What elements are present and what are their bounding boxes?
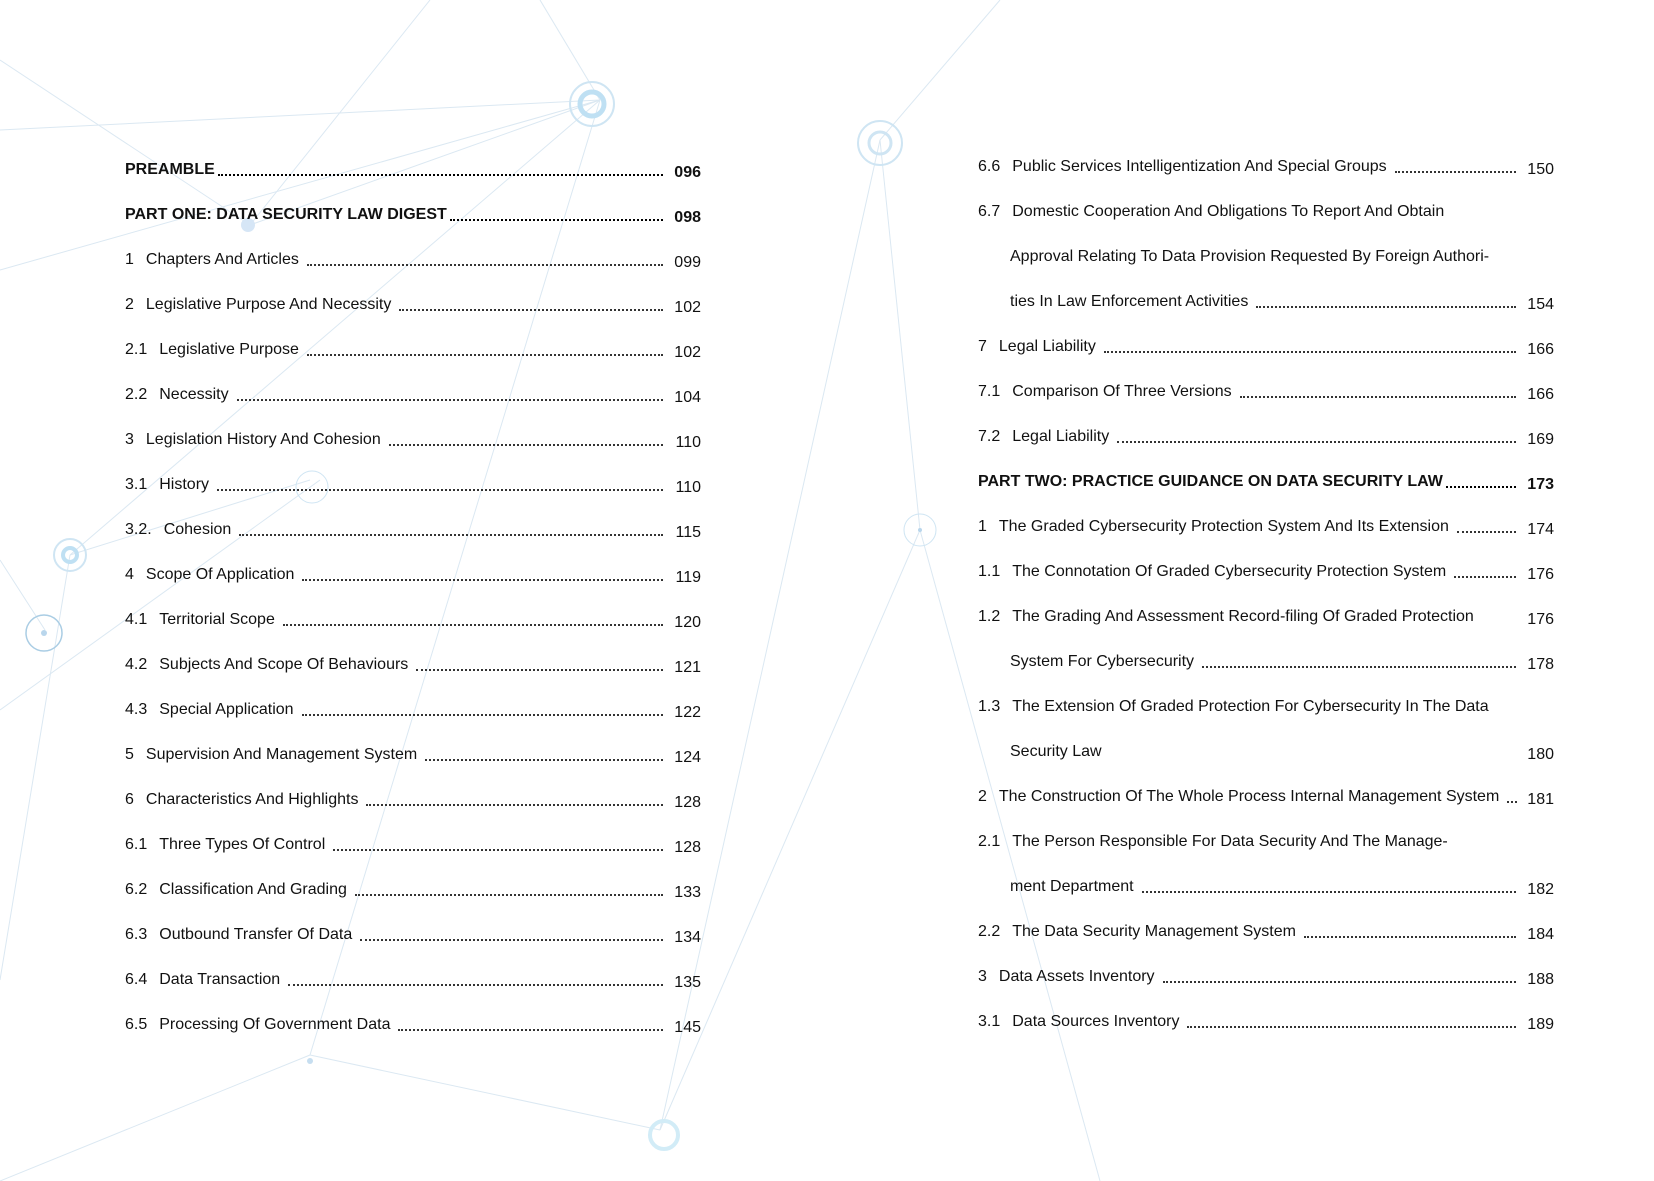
toc-entry-number: 6.2 <box>125 881 148 898</box>
toc-entry-title: The Data Security Management System <box>1012 923 1296 940</box>
toc-entry-number: 2.1 <box>978 833 1001 850</box>
dot-leader <box>283 624 663 626</box>
toc-entry-title: System For Cybersecurity <box>1010 653 1195 670</box>
toc-entry-title: The Graded Cybersecurity Protection System And Its Extension <box>998 518 1449 535</box>
toc-page-number: 104 <box>674 389 701 406</box>
toc-entry-title: ties In Law Enforcement Activities <box>1010 293 1249 310</box>
toc-entry <box>125 555 701 585</box>
toc-entry-number: 7.1 <box>978 383 1001 400</box>
toc-page-number: 134 <box>674 929 701 946</box>
toc-entry <box>978 957 1554 987</box>
toc-entry <box>125 690 701 720</box>
toc-entry <box>125 780 701 810</box>
toc-entry-number: 3.1 <box>978 1013 1001 1030</box>
toc-entry-number: 4.3 <box>125 701 148 718</box>
dot-leader <box>237 399 663 401</box>
toc-page-number: 102 <box>674 344 701 361</box>
toc-entry-title: History <box>159 476 210 493</box>
dot-leader <box>416 669 663 671</box>
toc-page-number: 188 <box>1527 971 1554 988</box>
dot-leader <box>288 984 663 986</box>
toc-entry-title: The Extension Of Graded Protection For Cybersecurity In The Data <box>1012 698 1489 715</box>
toc-entry <box>978 192 1554 222</box>
toc-page-number: 178 <box>1527 656 1554 673</box>
dot-leader <box>360 939 663 941</box>
toc-entry-title: Approval Relating To Data Provision Requested By Foreign Authori- <box>1010 248 1490 265</box>
toc-entry-number: 6.5 <box>125 1016 148 1033</box>
toc-entry-title: Scope Of Application <box>145 566 295 583</box>
toc-entry-title: Chapters And Articles <box>145 251 299 268</box>
toc-entry-number: 6.3 <box>125 926 148 943</box>
toc-entry-title: Characteristics And Highlights <box>145 791 359 808</box>
dot-leader <box>425 759 663 761</box>
toc-entry-number: 7.2 <box>978 428 1001 445</box>
toc-entry-title: Security Law <box>1010 743 1102 760</box>
toc-page-number: 174 <box>1527 521 1554 538</box>
dot-leader <box>1240 396 1516 398</box>
toc-entry <box>978 687 1554 717</box>
toc-entry-title: Legislative Purpose <box>159 341 299 358</box>
toc-entry <box>125 150 701 180</box>
toc-entry-title: Comparison Of Three Versions <box>1012 383 1232 400</box>
dot-leader <box>399 309 663 311</box>
toc-entry-number: 6.4 <box>125 971 148 988</box>
toc-page-number: 133 <box>674 884 701 901</box>
toc-entry-number: 3 <box>978 968 987 985</box>
toc-entry-number: 2.2 <box>125 386 148 403</box>
toc-entry-title: Territorial Scope <box>159 611 275 628</box>
toc-page-number: 120 <box>674 614 701 631</box>
toc-entry-number: 3.2. <box>125 521 152 538</box>
toc-entry-title: The Grading And Assessment Record-filing Of Graded Protection <box>1012 608 1474 625</box>
dot-leader <box>307 264 663 266</box>
toc-entry-title: Classification And Grading <box>159 881 347 898</box>
toc-page-number: 176 <box>1527 611 1554 628</box>
toc-entry-title: The Connotation Of Graded Cybersecurity Protection System <box>1012 563 1447 580</box>
toc-entry <box>978 237 1554 267</box>
toc-page-number: 122 <box>674 704 701 721</box>
toc-page-number: 128 <box>674 794 701 811</box>
dot-leader <box>1457 531 1516 533</box>
toc-entry <box>978 1002 1554 1032</box>
toc-page-number: 135 <box>674 974 701 991</box>
toc-entry-title: PREAMBLE <box>125 161 215 178</box>
toc-entry <box>978 507 1554 537</box>
toc-entry-title: Outbound Transfer Of Data <box>159 926 353 943</box>
toc-entry <box>978 147 1554 177</box>
toc-page-number: 154 <box>1527 296 1554 313</box>
toc-entry-title: ment Department <box>1010 878 1134 895</box>
toc-entry-number: 1 <box>978 518 987 535</box>
toc-entry <box>978 597 1554 627</box>
toc-entry-number: 2 <box>125 296 134 313</box>
toc-entry-title: Domestic Cooperation And Obligations To Report And Obtain <box>1012 203 1445 220</box>
toc-entry-title: Public Services Intelligentization And Special Groups <box>1012 158 1387 175</box>
toc-entry <box>125 375 701 405</box>
dot-leader <box>1163 981 1516 983</box>
toc-entry-title: Legal Liability <box>1012 428 1110 445</box>
dot-leader <box>1446 486 1516 488</box>
dot-leader <box>1304 936 1516 938</box>
dot-leader <box>217 489 663 491</box>
dot-leader <box>1395 171 1516 173</box>
toc-page-number: 181 <box>1527 791 1554 808</box>
dot-leader <box>366 804 663 806</box>
toc-page-number: 182 <box>1527 881 1554 898</box>
toc-page-number: 102 <box>674 299 701 316</box>
toc-entry-number: 2.2 <box>978 923 1001 940</box>
toc-entry <box>125 420 701 450</box>
toc-page-number: 173 <box>1527 476 1554 493</box>
toc-entry-title: Processing Of Government Data <box>159 1016 391 1033</box>
toc-page-number: 124 <box>674 749 701 766</box>
toc-entry-title: Three Types Of Control <box>159 836 326 853</box>
dot-leader <box>1202 666 1516 668</box>
toc-page-number: 189 <box>1527 1016 1554 1033</box>
toc-entry-number: 7 <box>978 338 987 355</box>
toc-entry-number: 3 <box>125 431 134 448</box>
toc-entry <box>125 330 701 360</box>
toc-entry <box>125 510 701 540</box>
toc-entry <box>978 777 1554 807</box>
toc-page-number: 121 <box>674 659 701 676</box>
toc-entry-number: 3.1 <box>125 476 148 493</box>
dot-leader <box>1454 576 1516 578</box>
toc-page-number: 119 <box>675 569 701 586</box>
toc-entry-title: PART TWO: PRACTICE GUIDANCE ON DATA SECURITY LAW <box>978 473 1443 490</box>
dot-leader <box>302 714 663 716</box>
toc-entry-number: 1.3 <box>978 698 1001 715</box>
toc-entry <box>125 240 701 270</box>
toc-page-number: 150 <box>1527 161 1554 178</box>
toc-entry <box>978 372 1554 402</box>
toc-page-number: 110 <box>675 434 701 451</box>
dot-leader <box>450 219 663 221</box>
toc-entry-title: Necessity <box>159 386 229 403</box>
toc-entry-title: The Construction Of The Whole Process Internal Management System <box>998 788 1500 805</box>
toc-entry <box>978 282 1554 312</box>
toc-entry-title: Data Sources Inventory <box>1012 1013 1180 1030</box>
toc-page-number: 166 <box>1527 386 1554 403</box>
toc-entry-number: 6.6 <box>978 158 1001 175</box>
toc-entry <box>978 462 1554 492</box>
toc-entry-number: 6.1 <box>125 836 148 853</box>
dot-leader <box>239 534 663 536</box>
toc-entry-title: Legal Liability <box>998 338 1096 355</box>
toc-page-number: 145 <box>674 1019 701 1036</box>
toc-entry <box>978 867 1554 897</box>
toc-entry <box>125 915 701 945</box>
toc-entry <box>125 960 701 990</box>
dot-leader <box>389 444 663 446</box>
dot-leader <box>307 354 663 356</box>
toc-entry-number: 6.7 <box>978 203 1001 220</box>
dot-leader <box>302 579 663 581</box>
toc-entry <box>125 870 701 900</box>
dot-leader <box>398 1029 663 1031</box>
toc-entry-title: Data Assets Inventory <box>998 968 1155 985</box>
toc-entry-title: Legislation History And Cohesion <box>145 431 381 448</box>
toc-entry-number: 1.1 <box>978 563 1001 580</box>
toc-entry <box>125 465 701 495</box>
toc-entry <box>125 1005 701 1035</box>
toc-page-number: 184 <box>1527 926 1554 943</box>
toc-entry <box>978 642 1554 672</box>
toc-page-number: 099 <box>674 254 701 271</box>
dot-leader <box>355 894 663 896</box>
toc-entry-title: Cohesion <box>163 521 232 538</box>
toc-entry <box>125 195 701 225</box>
toc-entry-title: PART ONE: DATA SECURITY LAW DIGEST <box>125 206 447 223</box>
toc-page-number: 098 <box>674 209 701 226</box>
toc-entry <box>125 735 701 765</box>
dot-leader <box>333 849 663 851</box>
dot-leader <box>1117 441 1516 443</box>
toc-entry-number: 4.1 <box>125 611 148 628</box>
toc-entry <box>978 732 1554 762</box>
dot-leader <box>218 174 663 176</box>
toc-page-number: 096 <box>674 164 701 181</box>
toc-entry-title: Supervision And Management System <box>145 746 418 763</box>
toc-entry <box>978 822 1554 852</box>
dot-leader <box>1104 351 1516 353</box>
dot-leader <box>1187 1026 1516 1028</box>
toc-entry <box>125 825 701 855</box>
toc-page-number: 180 <box>1527 746 1554 763</box>
toc-entry-title: Legislative Purpose And Necessity <box>145 296 392 313</box>
toc-entry-title: The Person Responsible For Data Security And The Manage- <box>1012 833 1448 850</box>
toc-entry-number: 5 <box>125 746 134 763</box>
toc-entry <box>978 327 1554 357</box>
dot-leader <box>1507 801 1517 803</box>
toc-page-number: 110 <box>675 479 701 496</box>
toc-page-number: 128 <box>674 839 701 856</box>
toc-entry <box>978 912 1554 942</box>
toc-entry <box>978 552 1554 582</box>
toc-page-number: 115 <box>675 524 701 541</box>
toc-entry <box>125 645 701 675</box>
toc-entry-number: 1.2 <box>978 608 1001 625</box>
dot-leader <box>1142 891 1516 893</box>
toc-page-number: 169 <box>1527 431 1554 448</box>
toc-entry <box>125 600 701 630</box>
toc-entry-title: Special Application <box>159 701 294 718</box>
dot-leader <box>1256 306 1516 308</box>
toc-entry-number: 2.1 <box>125 341 148 358</box>
toc-page-number: 166 <box>1527 341 1554 358</box>
toc-entry <box>978 417 1554 447</box>
toc-entry-title: Data Transaction <box>159 971 281 988</box>
toc-entry-number: 6 <box>125 791 134 808</box>
toc-entry-title: Subjects And Scope Of Behaviours <box>159 656 409 673</box>
toc-page-number: 176 <box>1527 566 1554 583</box>
toc-entry-number: 1 <box>125 251 134 268</box>
toc-entry <box>125 285 701 315</box>
toc-entry-number: 2 <box>978 788 987 805</box>
toc-entry-number: 4.2 <box>125 656 148 673</box>
toc-entry-number: 4 <box>125 566 134 583</box>
